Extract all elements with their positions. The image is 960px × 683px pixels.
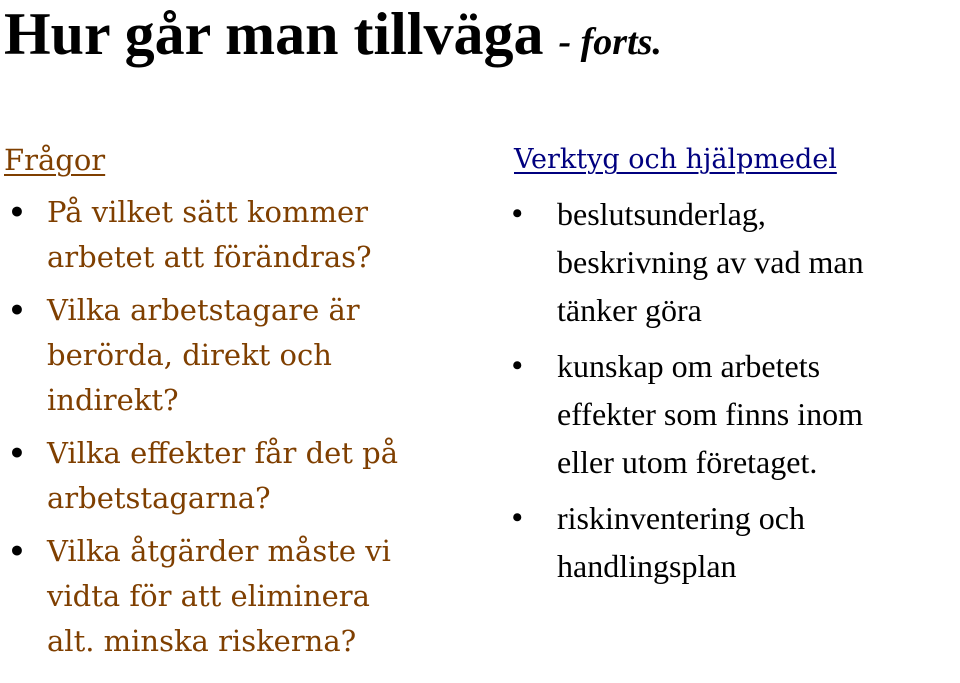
list-item-line: handlingsplan [557,548,737,584]
list-item-line: riskinventering och [557,500,805,536]
bullet-icon: • [8,535,26,568]
list-item-line: beslutsunderlag, [557,196,766,232]
list-item-line: Vilka åtgärder måste vi [47,534,391,568]
list-item [4,288,474,423]
list-item-line: alt. minska riskerna? [47,624,357,658]
list-item-line: Vilka effekter får det på [47,436,399,470]
list-item-line: effekter som finns inom [557,396,864,432]
tools-list [514,190,960,590]
slide-title-main: Hur går man tillväga [4,1,544,67]
list-item [4,529,474,664]
slide-title-suffix: - forts. [558,21,662,63]
list-item-line: tänker göra [557,292,702,328]
questions-column [4,140,474,672]
bullet-icon: • [512,501,523,534]
list-item-line: Vilka arbetstagare är [47,293,360,327]
list-item-line: arbetet att förändras? [47,240,372,274]
list-item [4,431,474,521]
list-item [514,190,960,334]
bullet-icon: • [8,294,26,327]
list-item-line: arbetstagarna? [47,481,271,515]
questions-list [4,190,474,664]
list-item-line: beskrivning av vad man [557,244,864,280]
list-item-line: kunskap om arbetets [557,348,821,384]
list-item-line: vidta för att eliminera [47,579,370,613]
tools-heading: Verktyg och hjälpmedel [514,144,837,175]
bullet-icon: • [8,196,26,229]
questions-heading: Frågor [4,143,106,177]
list-item [514,342,960,486]
bullet-icon: • [512,349,523,382]
list-item [514,494,960,590]
list-item [4,190,474,280]
list-item-line: berörda, direkt och [47,338,332,372]
slide-title [4,0,662,82]
tools-column [514,140,960,598]
list-item-line: indirekt? [47,383,179,417]
bullet-icon: • [512,197,523,230]
bullet-icon: • [8,437,26,470]
list-item-line: På vilket sätt kommer [47,195,369,229]
list-item-line: eller utom företaget. [557,444,818,480]
